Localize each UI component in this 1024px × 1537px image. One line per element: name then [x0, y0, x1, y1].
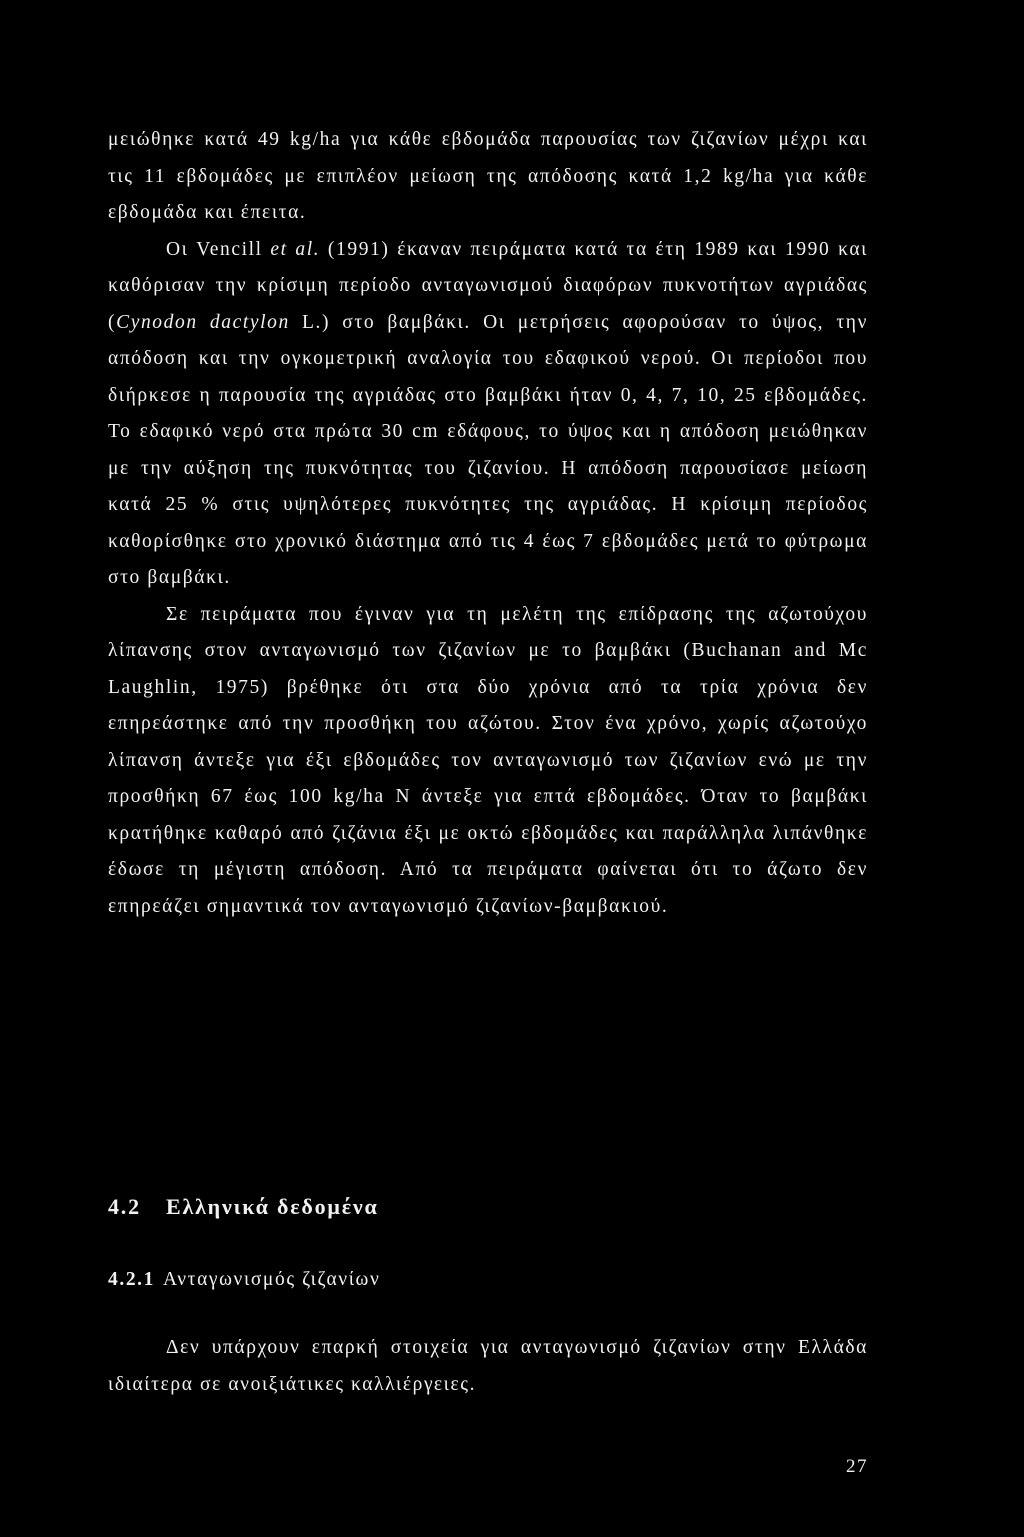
subsection-number: 4.2.1: [108, 1269, 155, 1290]
italic-text: et al.: [270, 238, 321, 260]
text-segment: L.) στο βαμβάκι. Οι μετρήσεις αφορούσαν το ύψος, την απόδοση και την ογκομετρική αναλογία του εδαφικού νερού. Οι περίοδοι που διήρκεσε η παρουσία της αγριάδας στο βαμβάκι ήταν 0, 4, 7, 10, 25 εβδομάδες. Το εδαφικό νερό στα πρώτα 30 cm εδάφους, το ύψος και η απόδοση μειώθηκαν με την αύξηση της πυκνότητας του ζιζανίου. Η απόδοση παρουσίασε μείωση κατά 25 % στις υψηλότερες πυκνότητες της αγριάδας. Η κρίσιμη περίοδος καθορίσθηκε στο χρονικό διάστημα από τις 4 έως 7 εβδομάδες μετά το φύτρωμα στο βαμβάκι.: [108, 311, 868, 588]
text-segment: Σε πειράματα που έγιναν για τη μελέτη της επίδρασης της αζωτούχου λίπανσης στον ανταγωνισμό των ζιζανίων με το βαμβάκι (Buchanan and Mc Laughlin, 1975) βρέθηκε ότι στα δύο χρόνια από τα τρία χρόνια δεν επηρεάστηκε από την προσθήκη του αζώτου. Στον ένα χρόνο, χωρίς αζωτούχο λίπανση άντεξε για έξι εβδομάδες τον ανταγωνισμό των ζιζανίων ενώ με την προσθήκη 67 έως 100 kg/ha N άντεξε για επτά εβδομάδες. Όταν το βαμβάκι κρατήθηκε καθαρό από ζιζάνια έξι με οκτώ εβδομάδες και παράλληλα λιπάνθηκε έδωσε τη μέγιστη απόδοση. Από τα πειράματα φαίνεται ότι το άζωτο δεν επηρεάζει σημαντικά τον ανταγωνισμό ζιζανίων-βαμβακιού.: [108, 603, 868, 917]
section-number: 4.2: [108, 1194, 141, 1219]
text-segment: Οι Vencill: [166, 238, 271, 260]
paragraph-2: [108, 232, 868, 597]
subsection-heading: [108, 1269, 380, 1291]
subsection-title: Ανταγωνισμός ζιζανίων: [163, 1269, 381, 1290]
italic-text: Cynodon dactylon: [116, 311, 290, 333]
paragraph-4: Δεν υπάρχουν επαρκή στοιχεία για ανταγωνισμό ζιζανίων στην Ελλάδα ιδιαίτερα σε ανοιξιάτικες καλλιέργειες.: [108, 1337, 868, 1395]
paragraph-1: [108, 122, 868, 232]
final-text: [108, 1330, 868, 1403]
section-title: Ελληνικά δεδομένα: [166, 1194, 379, 1219]
text-segment: (1991) έκαναν πειράματα κατά τα έτη 1989 και 1990 και καθόρισαν την κρίσιμη περίοδο ανταγωνισμού διαφόρων πυκνοτήτων αγριάδας (: [108, 238, 868, 333]
body-text: [108, 122, 868, 925]
section-heading: [108, 1194, 379, 1220]
text-segment: μειώθηκε κατά 49 kg/ha για κάθε εβδομάδα παρουσίας των ζιζανίων μέχρι και τις 11 εβδομάδες με επιπλέον μείωση της απόδοσης κατά 1,2 kg/ha για κάθε εβδομάδα και έπειτα.: [108, 129, 868, 223]
page-number: 27: [846, 1456, 868, 1477]
paragraph-3: [108, 597, 868, 926]
